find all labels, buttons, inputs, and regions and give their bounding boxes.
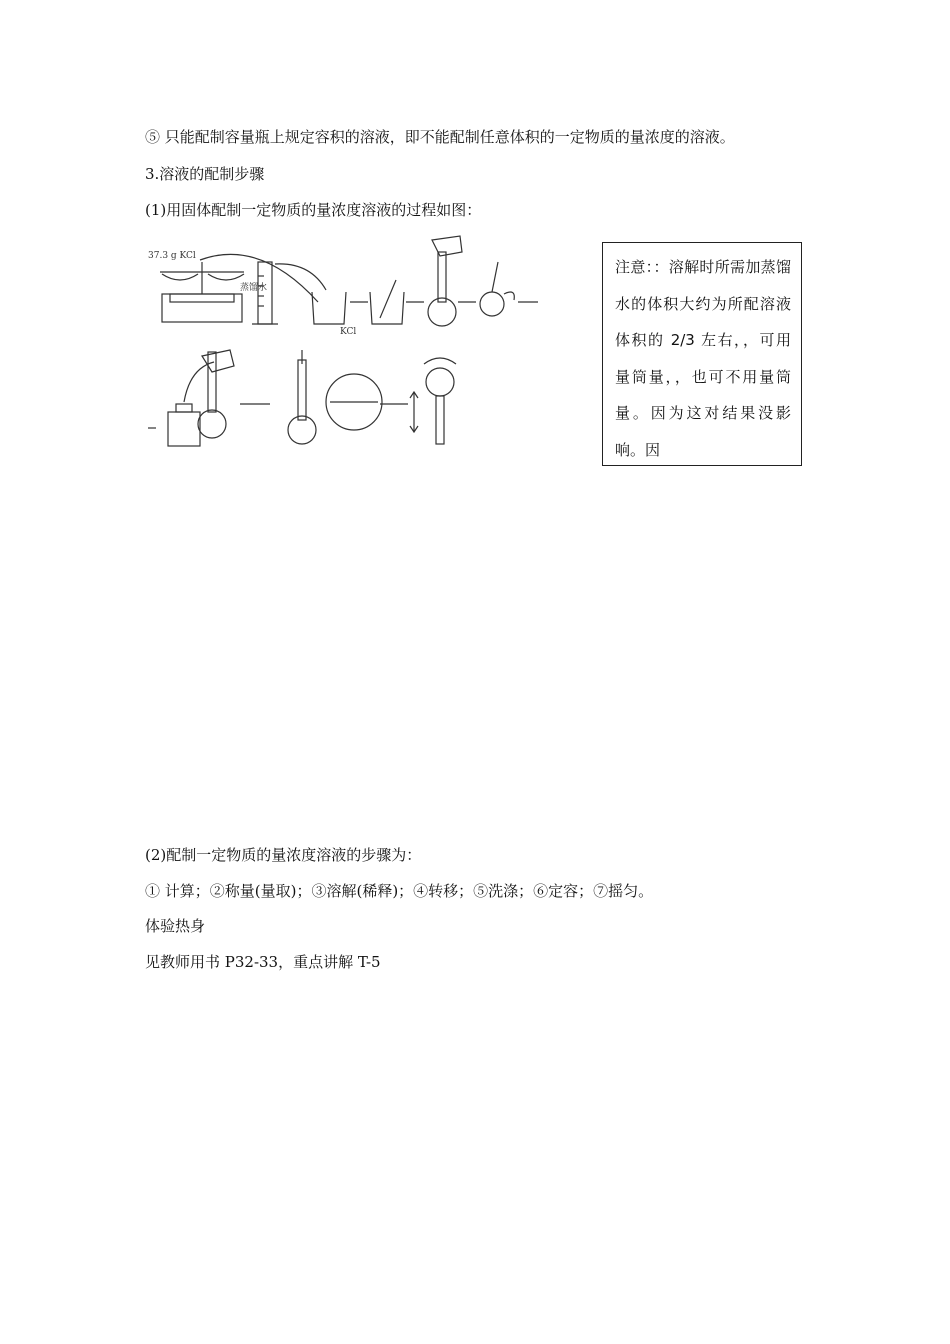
beaker-2 — [370, 292, 404, 324]
solution-preparation-figure — [140, 232, 560, 472]
volumetric-flask-1 — [428, 236, 462, 326]
transfer-arrow-2 — [275, 264, 326, 290]
note-box: 注意：：溶解时所需加蒸馏水的体积大约为所配溶液体积的 2/3 左右，，可用量筒量，，也可不用量筒量。因为这对结果没影响。因 — [602, 242, 802, 466]
paragraph-reference: 见教师用书 P32-33，重点讲解 T-5 — [145, 953, 381, 971]
volumetric-flask-3 — [288, 350, 316, 444]
section-heading-warmup: 体验热身 — [145, 917, 206, 935]
flask-invert — [410, 358, 456, 444]
kcl-label: KCl — [340, 327, 357, 337]
volumetric-flask-2 — [198, 350, 234, 438]
mass-label: 37.3 g KCl — [148, 251, 196, 261]
paragraph-rule-5: ⑤ 只能配制容量瓶上规定容积的溶液，即不能配制任意体积的一定物质的量浓度的溶液。 — [145, 128, 735, 146]
water-label: 蒸馏水 — [240, 283, 268, 293]
balance-scale — [160, 262, 244, 322]
paragraph-step-2: (2)配制一定物质的量浓度溶液的步骤为： — [145, 846, 422, 864]
reagent-bottle — [168, 404, 200, 446]
section-heading-3: 3.溶液的配制步骤 — [145, 165, 265, 183]
paragraph-step-1: (1)用固体配制一定物质的量浓度溶液的过程如图： — [145, 201, 482, 219]
beaker-1 — [312, 292, 346, 324]
graduated-cylinder — [252, 262, 278, 324]
paragraph-steps-list: ① 计算；②称量(量取)；③溶解(稀释)；④转移；⑤洗涤；⑥定容；⑦摇匀。 — [145, 882, 654, 900]
glass-rod — [380, 280, 396, 318]
flask-swirl — [480, 262, 514, 316]
